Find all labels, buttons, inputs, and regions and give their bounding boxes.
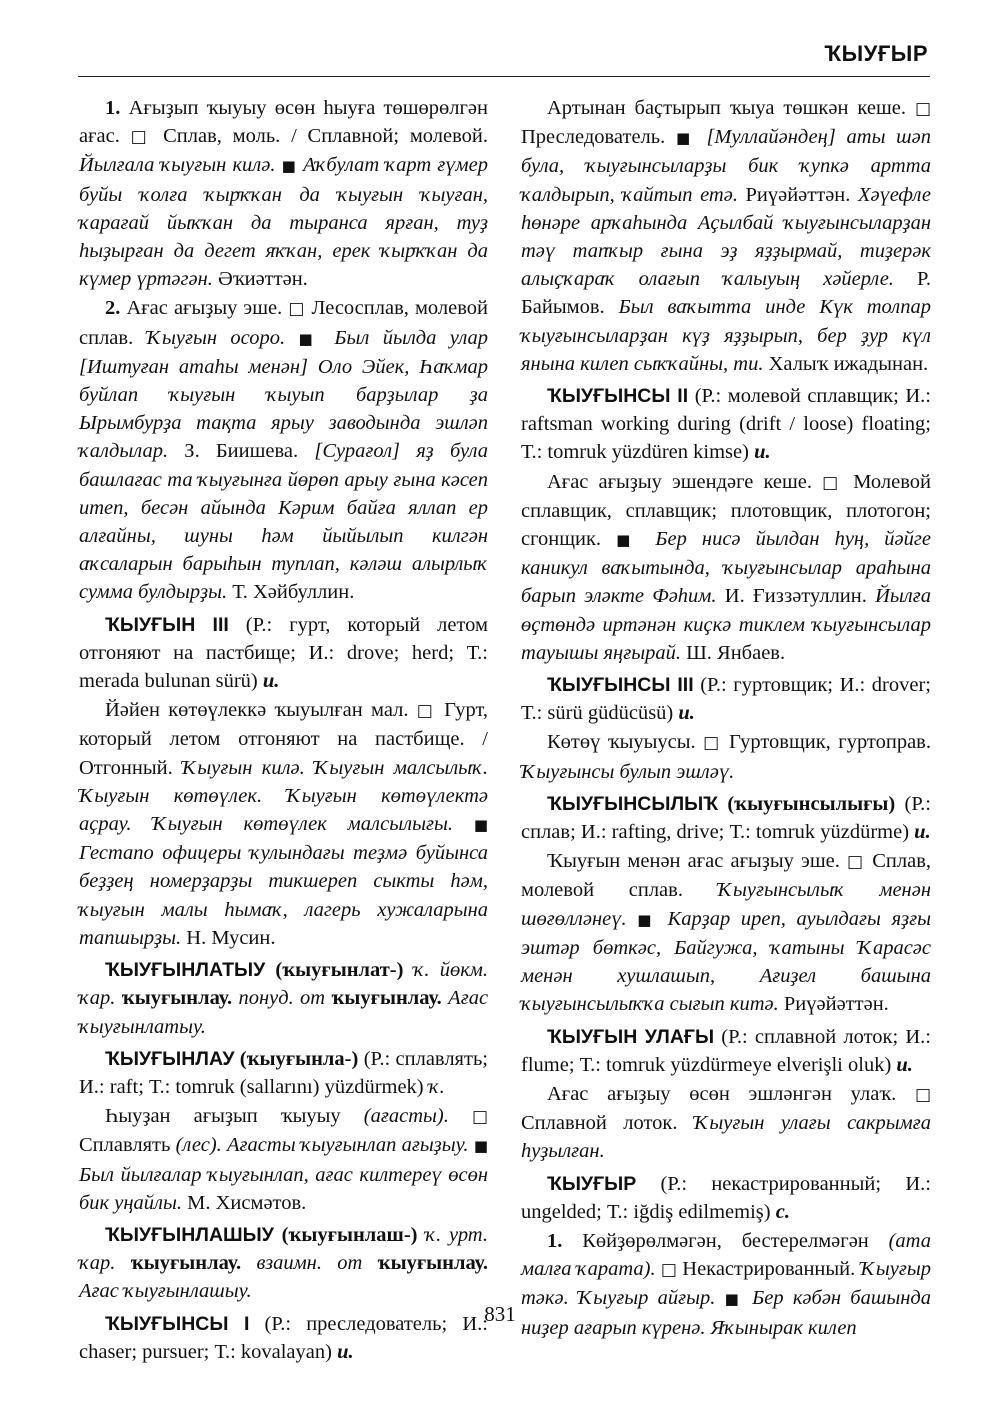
entry-paragraph: Ҡыуғын менән ағас ағыҙыу эше. □ Сплав, молевой сплав. Ҡыуғынсылыҡ менән шөғөлләнеү. ■ Карҙар иреп, ауылдағы яҙғы эштәр бөткәс, Байгужа, ҡатыны Ҡарасәс менән хушлашып, Ағиҙел башына ҡыуғынсылыҡҡа сығып китә. Риүәйәттән. xyxy=(521,850,931,1016)
entry-paragraph: 1. Көйҙөрөлмәгән, бестерелмәгән (ата малға ҡарата). □ Некастрированный. Ҡыуғыр тәкә. Ҡыуғыр айғыр. ■ Бер кәбән башында ниҙер ағарып күренә. Яҡынырак килеп xyxy=(521,1229,932,1339)
header-rule xyxy=(78,76,930,77)
entry-headword-paragraph: ҠЫУҒЫНСЫ III (Р.: гуртовщик; И.: drover; Т.: sürü güdücüsü) и. xyxy=(521,674,932,725)
entry-headword-paragraph: ҠЫУҒЫНЛАТЫУ (ҡыуғынлат-) ҡ. йөкм. ҡар. ҡыуғынлау. понуд. от ҡыуғынлау. Ағас ҡыуғынлатыу. xyxy=(79,959,489,1038)
entry-headword-paragraph: ҠЫУҒЫНСЫЛЫҠ (ҡыуғынсылығы) (Р.: сплав; И.: rafting, drive; Т.: tomruk yüzdürme) и. xyxy=(521,792,931,844)
entry-headword-paragraph: ҠЫУҒЫНЛАУ (ҡыуғынла-) (Р.: сплавлять; И.: raft; Т.: tomruk (sallarını) yüzdürmek) ҡ. xyxy=(79,1047,488,1098)
page-number: 831 xyxy=(484,1302,516,1326)
entry-headword-paragraph: ҠЫУҒЫНСЫ I (Р.: преследователь; И.: chaser; pursuer; Т.: kovalayan) и. xyxy=(79,1312,488,1363)
running-head: ҠЫУҒЫР xyxy=(824,41,928,66)
entry-headword-paragraph: ҠЫУҒЫНЛАШЫУ (ҡыуғынлаш-) ҡ. урт. ҡар. ҡыуғынлау. взаимн. от ҡыуғынлау. Ағас ҡыуғынлашыу. xyxy=(79,1223,488,1303)
entry-paragraph: Артынан баҫтырып ҡыуа төшкән кеше. □ Преследователь. ■ [Муллайәндең] аты шәп була, ҡыуғынсыларҙы бик ҡупкә артта ҡалдырып, ҡайтып етә. Риүәйәттән. Хәүефле һөнәре арҡаһында Аҫылбай ҡыуғынсыларҙан тәү тапҡыр ғына эҙ яҙҙырмай, тиҙерәк алыҫҡараҡ олағып ҡалыуың хәйерле. Р. Байымов. Был ваҡытта инде Күк толпар ҡыуғынсыларҙан күҙ яҙҙырып, бер ҙур күл янына килеп сыҡҡайны, ти. Халыҡ ижадынан. xyxy=(521,97,931,375)
right-column xyxy=(521,94,931,1343)
entry-paragraph: Һыуҙан ағыҙып ҡыуыу (ағасты). □ Сплавлять (лес). Ағасты ҡыуғынлап ағыҙыу. ■ Был йылғалар ҡыуғынлап, ағас килтереү өсөн бик уңайлы. М. Хисмәтов. xyxy=(79,1105,489,1214)
entry-paragraph: Ағас ағыҙыу өсөн эшләнгән улаҡ. □ Сплавной лоток. Ҡыуғын улағы сакрымға һуҙылған. xyxy=(521,1082,931,1163)
entry-headword-paragraph: ҠЫУҒЫР (Р.: некастрированный; И.: ungelded; Т.: iğdiş edilmemiş) с. xyxy=(521,1172,931,1223)
entry-paragraph: 1. Ағыҙып ҡыуыу өсөн һыуға төшөрөлгән ағас. □ Сплав, моль. / Сплавной; молевой. Йылғала ҡыуғын килә. ■ Аҡбулат ҡарт ғүмер буйы ҡолға ҡырҡҡан да ҡыуғын ҡыуған, ҡарағай йыҡҡан да тыранса ярған, туҙ һыҙырған да дегет яҡҡан, ерек ҡырҡҡан да күмер үртәгән. Әҡиәттән. xyxy=(79,97,489,291)
left-column xyxy=(79,94,488,1367)
entry-headword-paragraph: ҠЫУҒЫН УЛАҒЫ (Р.: сплавной лоток; И.: flume; Т.: tomruk yüzdürmeye elverişli oluk) и. xyxy=(521,1025,931,1076)
entry-headword-paragraph: ҠЫУҒЫН III (Р.: гурт, который летом отгоняют на пастбище; И.: drove; herd; Т.: merada bulunan sürü) и. xyxy=(79,613,488,693)
entry-paragraph: Ағас ағыҙыу эшендәге кеше. □ Молевой сплавщик, сплавщик; плотовщик, плотогон; сгонщик. ■ Бер нисә йылдан һуң, йәйге каникул ваҡытында, ҡыуғынсылар араһына барып эләкте Фәһим. И. Ғиззәтуллин. Йылға өҫтөндә иртәнән киҫкә тиклем ҡыуғынсылар тауышы яңғырай. Ш. Янбаев. xyxy=(521,470,931,664)
entry-paragraph: Көтөү ҡыуыусы. □ Гуртовщик, гуртоправ. Ҡыуғынсы булып эшләү. xyxy=(521,731,931,783)
entry-headword-paragraph: ҠЫУҒЫНСЫ II (Р.: молевой сплавщик; И.: raftsman working during (drift / loose) floating; Т.: tomruk yüzdüren kimse) и. xyxy=(521,385,931,464)
entry-paragraph: 2. Ағас ағыҙыу эше. □ Лесосплав, молевой сплав. Ҡыуғын осоро. ■ Был йылда улар [Иштуған атаһы менән] Оло Эйек, Һаҡмар буйлап ҡыуғын ҡыуып барҙылар ҙа Ырымбурҙа тақта ярыу заводында эшләп ҡалдылар. З. Биишева. [Сурағол] яҙ була башлағас та ҡыуғынға йөрөп арыу ғына кәсеп итеп, бесән айында Кәрим байға яллап ер алғайны, шуны һәм йыйылып килгән аҡсаларын барыһын туплап, кәләш алырлыҡ сумма булдырҙы. Т. Хәйбуллин. xyxy=(79,297,489,604)
entry-paragraph: Йәйен көтөүлеккә ҡыуылған мал. □ Гурт, который летом отгоняют на пастбище. / Отгонный. Ҡыуғын килә. Ҡыуғын малсылыҡ. Ҡыуғын көтөүлек. Ҡыуғын көтөүлектә аҫрау. Ҡыуғын көтөүлек малсылығы. ■ Гестапо офицеры ҡулындағы теҙмә буйынса беҙҙең номерҙарҙы тикшереп сыкты һәм, ҡыуғын малы һымаҡ, лагерь хужаларына тапшырҙы. Н. Мусин. xyxy=(79,699,489,949)
